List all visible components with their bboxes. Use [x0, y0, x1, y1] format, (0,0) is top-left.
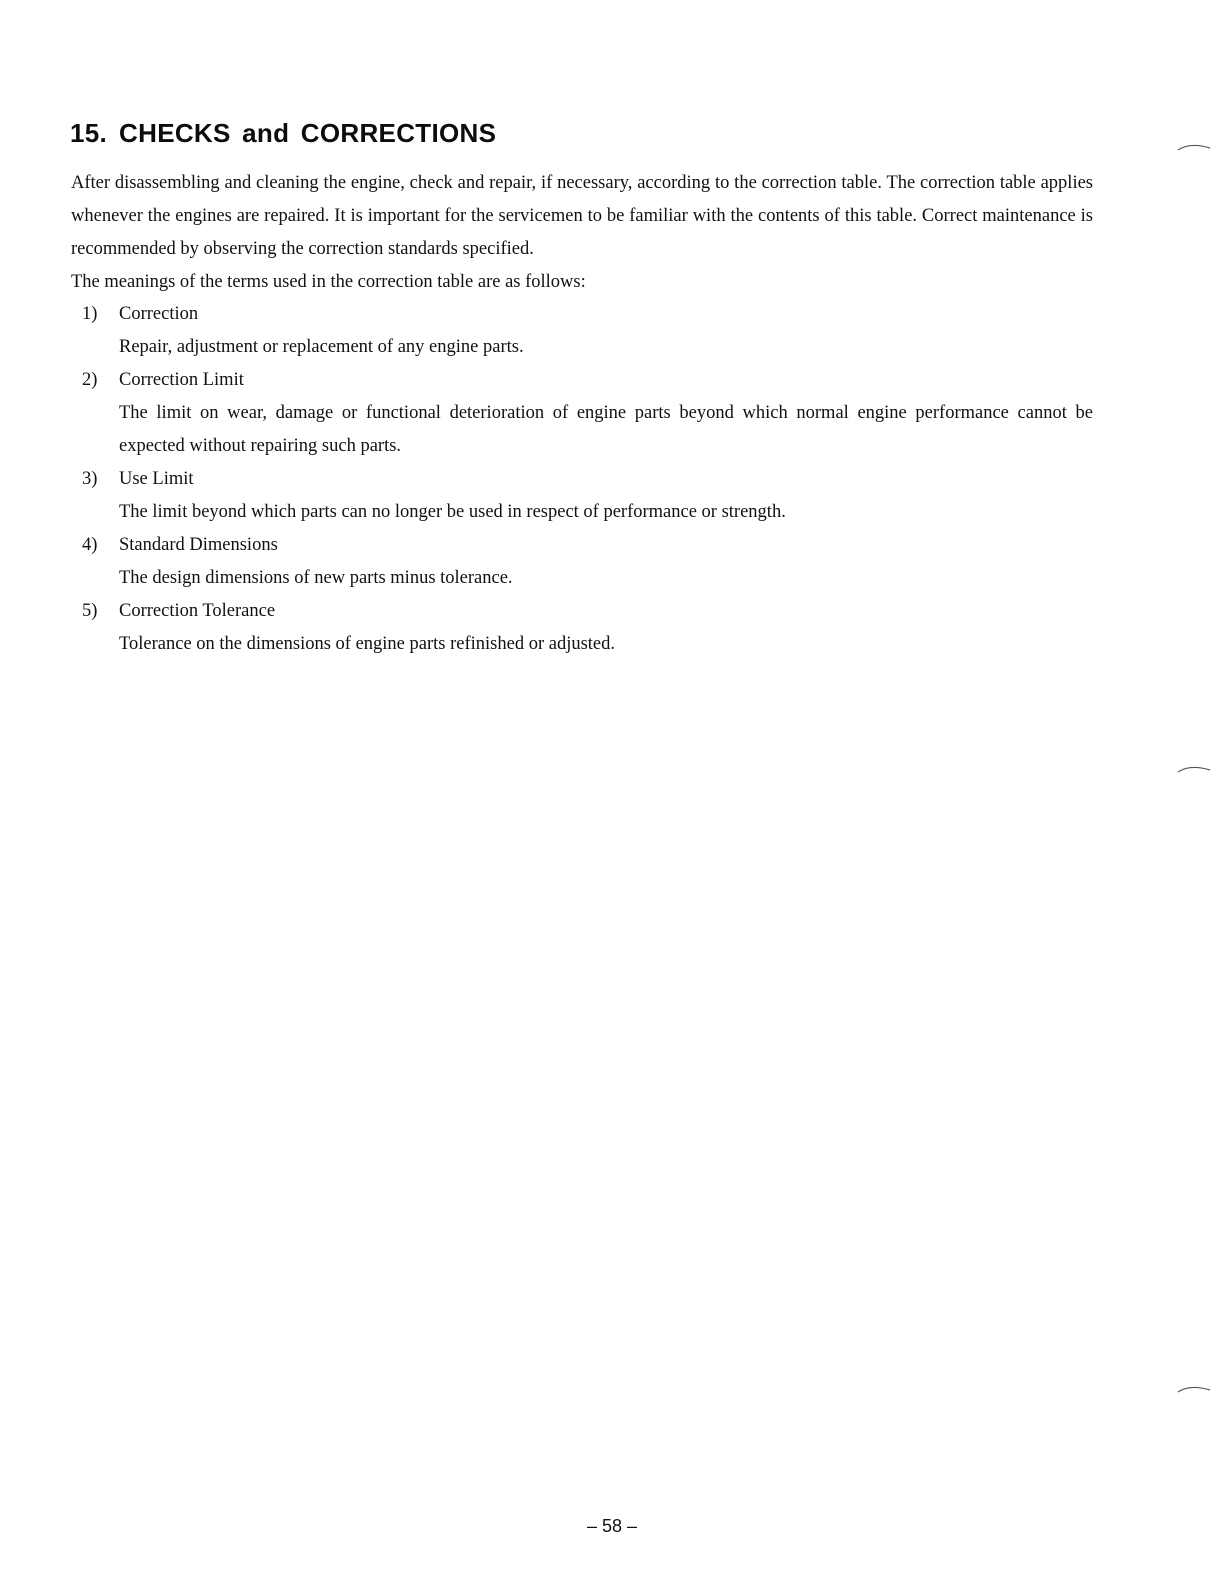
term-title: Correction Limit: [119, 370, 244, 390]
section-title: CHECKS and CORRECTIONS: [119, 118, 497, 148]
term-title: Correction: [119, 304, 199, 324]
term-item: [0, 463, 1224, 529]
terms-list: [0, 298, 1224, 661]
intro-paragraph: After disassembling and cleaning the engine, check and repair, if necessary, according to the correction table. The correction table applies whenever the engines are repaired. It is important for the servicemen to be familiar with the contents of this table. Correct maintenance is recommended by observing the correction standards specified.: [71, 173, 1093, 259]
term-description: The limit beyond which parts can no longer be used in respect of performance or strength.: [119, 502, 786, 522]
term-number: 1): [82, 304, 98, 324]
term-item: [0, 529, 1224, 595]
term-title: Correction Tolerance: [119, 601, 276, 621]
term-item: [0, 364, 1224, 463]
binder-hole-mark: [1176, 762, 1212, 776]
terms-intro: The meanings of the terms used in the correction table are as follows:: [71, 272, 586, 292]
term-number: 3): [82, 469, 98, 489]
term-number: 4): [82, 535, 98, 555]
section-heading: [70, 118, 496, 149]
page-number: – 58 –: [586, 1516, 638, 1536]
term-description: Tolerance on the dimensions of engine parts refinished or adjusted.: [119, 634, 616, 654]
term-description: Repair, adjustment or replacement of any engine parts.: [119, 337, 524, 357]
binder-hole-mark: [1176, 1382, 1212, 1396]
term-item: [0, 298, 1224, 364]
term-number: 2): [82, 370, 98, 390]
term-title: Use Limit: [119, 469, 194, 489]
term-item: [0, 595, 1224, 661]
term-title: Standard Dimensions: [119, 535, 278, 555]
term-number: 5): [82, 601, 98, 621]
section-number: 15.: [70, 118, 108, 148]
binder-hole-mark: [1176, 140, 1212, 154]
term-description: The design dimensions of new parts minus tolerance.: [119, 568, 513, 588]
term-description: The limit on wear, damage or functional deterioration of engine parts beyond which normal engine performance cannot be expected without repairing such parts.: [119, 403, 1093, 456]
